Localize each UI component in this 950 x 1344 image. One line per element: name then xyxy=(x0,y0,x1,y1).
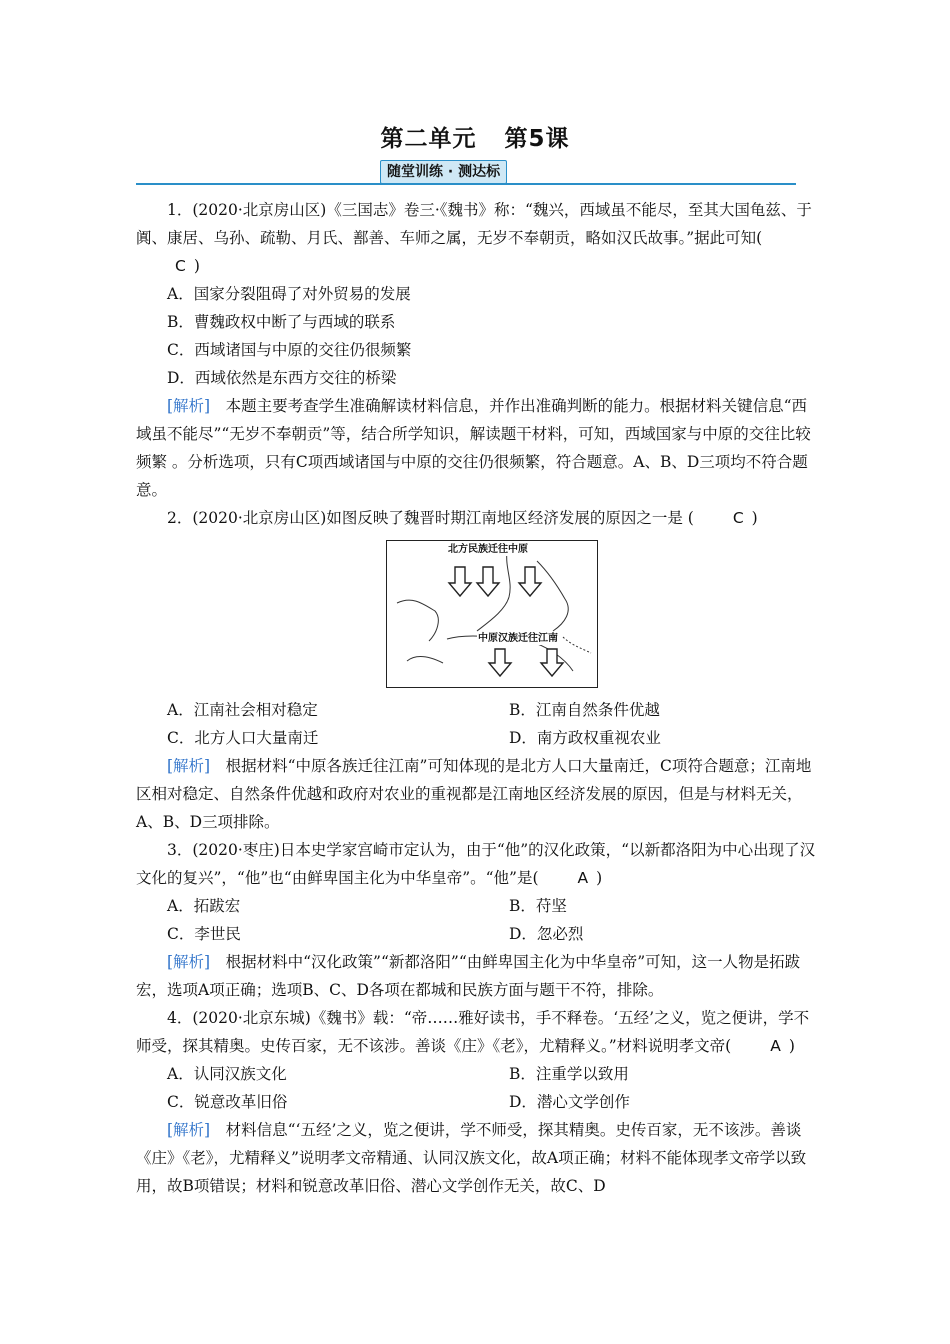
arrow-north-3 xyxy=(519,567,541,596)
lesson-title: 第5课 xyxy=(504,126,570,152)
analysis: [解析] 根据材料“中原各族迁往江南”可知体现的是北方人口大量南迁，C项符合题意；江南地区相对稳定、自然条件优越和政府对农业的重视都是江南地区经济发展的原因，但是与材料无关，A、B、D三项排除。 xyxy=(136,757,812,831)
arrow-south-1 xyxy=(489,649,511,676)
coastline-southwest xyxy=(407,657,443,663)
option-b: B．江南自然条件优越 xyxy=(509,701,660,719)
unit-title: 第二单元 xyxy=(380,126,477,152)
coastline-west xyxy=(397,600,438,641)
option-d: D．忽必烈 xyxy=(509,925,584,943)
option-b: B．苻坚 xyxy=(509,897,567,915)
question-3 xyxy=(136,836,816,1004)
answer-mark: C xyxy=(175,257,186,275)
dotted-route xyxy=(563,637,591,653)
question-2 xyxy=(136,504,816,836)
analysis: [解析] 根据材料中“汉化政策”“新都洛阳”“由鲜卑国主化为中华皇帝”可知，这一人物是拓跋宏，选项A项正确；选项B、C、D各项在都城和民族方面与题干不符，排除。 xyxy=(136,953,801,999)
question-stem: 1．(2020·北京房山区)《三国志》卷三·《魏书》称：“魏兴，西域虽不能尽，至其大国龟兹、于阗、康居、乌孙、疏勒、月氏、鄯善、车师之属，无岁不奉朝贡，略如汉氏故事。”据此可知(C ) xyxy=(136,196,816,280)
analysis-tag: [解析] xyxy=(167,1121,211,1139)
question-stem: 4．(2020·北京东城)《魏书》载：“帝……雅好读书，手不释卷。‘五经’之义，览之便讲，学不师受，探其精奥。史传百家，无不该涉。善谈《庄》《老》，尤精释义。”材料说明孝文帝( A ) xyxy=(136,1004,816,1060)
option-c: C．锐意改革旧俗 xyxy=(167,1093,288,1111)
option-d: D．西域依然是东西方交往的桥梁 xyxy=(167,369,397,387)
option-d: D．南方政权重视农业 xyxy=(509,729,661,747)
analysis: [解析] 本题主要考查学生准确解读材料信息，并作出准确判断的能力。根据材料关键信息“西域虽不能尽”“无岁不奉朝贡”等，结合所学知识，解读题干材料，可知，西域国家与中原的交往比较频繁 。分析选项，只有C项西域诸国与中原的交往仍很频繁，符合题意。A、B、D三项均不符合题意。 xyxy=(136,397,811,499)
analysis-tag: [解析] xyxy=(167,953,211,971)
question-4 xyxy=(136,1004,816,1200)
section-badge: 随堂训练 · 测达标 xyxy=(380,160,507,184)
option-b: B．注重学以致用 xyxy=(509,1065,629,1083)
analysis: [解析] 材料信息“‘五经’之义，览之便讲，学不师受，探其精奥。史传百家，无不该涉。善谈《庄》《老》，尤精释义”说明孝文帝精通、认同汉族文化，故A项正确；材料不能体现孝文帝学以致用，故B项错误；材料和锐意改革旧俗、潜心文学创作无关，故C、D xyxy=(136,1121,807,1195)
river-north xyxy=(477,551,510,631)
question-1 xyxy=(136,196,816,504)
analysis-tag: [解析] xyxy=(167,397,211,415)
option-c: C．西域诸国与中原的交往仍很频繁 xyxy=(167,341,412,359)
question-stem: 3．(2020·枣庄)日本史学家宫崎市定认为，由于“他”的汉化政策，“以新都洛阳为中心出现了汉文化的复兴”，“他”也“由鲜卑国主化为中华皇帝”。“他”是( A ) xyxy=(136,836,816,892)
option-c: C．李世民 xyxy=(167,925,241,943)
option-a: A．认同汉族文化 xyxy=(167,1065,287,1083)
coastline-east xyxy=(537,561,568,631)
figure-label-top: 北方民族迁往中原 xyxy=(448,544,528,555)
page-title xyxy=(0,120,950,153)
figure-label-mid: 中原汉族迁往江南 xyxy=(478,633,558,644)
option-a: A．江南社会相对稳定 xyxy=(167,701,318,719)
header-divider xyxy=(136,183,796,185)
question-stem: 2．(2020·北京房山区)如图反映了魏晋时期江南地区经济发展的原因之一是 ( C ) xyxy=(136,504,816,532)
option-b: B．曹魏政权中断了与西域的联系 xyxy=(167,313,396,331)
option-d: D．潜心文学创作 xyxy=(509,1093,630,1111)
arrow-north-2 xyxy=(477,567,499,596)
analysis-tag: [解析] xyxy=(167,757,211,775)
answer-mark: C xyxy=(732,509,744,527)
option-c: C．北方人口大量南迁 xyxy=(167,729,319,747)
migration-map-figure xyxy=(386,540,598,688)
question-list xyxy=(136,196,816,1200)
option-a: A．拓跋宏 xyxy=(167,897,241,915)
answer-mark: A xyxy=(577,869,589,887)
answer-mark: A xyxy=(770,1037,781,1055)
arrow-south-2 xyxy=(541,649,563,676)
option-a: A．国家分裂阻碍了对外贸易的发展 xyxy=(167,285,411,303)
arrow-north-1 xyxy=(449,567,471,596)
migration-map xyxy=(387,541,597,687)
